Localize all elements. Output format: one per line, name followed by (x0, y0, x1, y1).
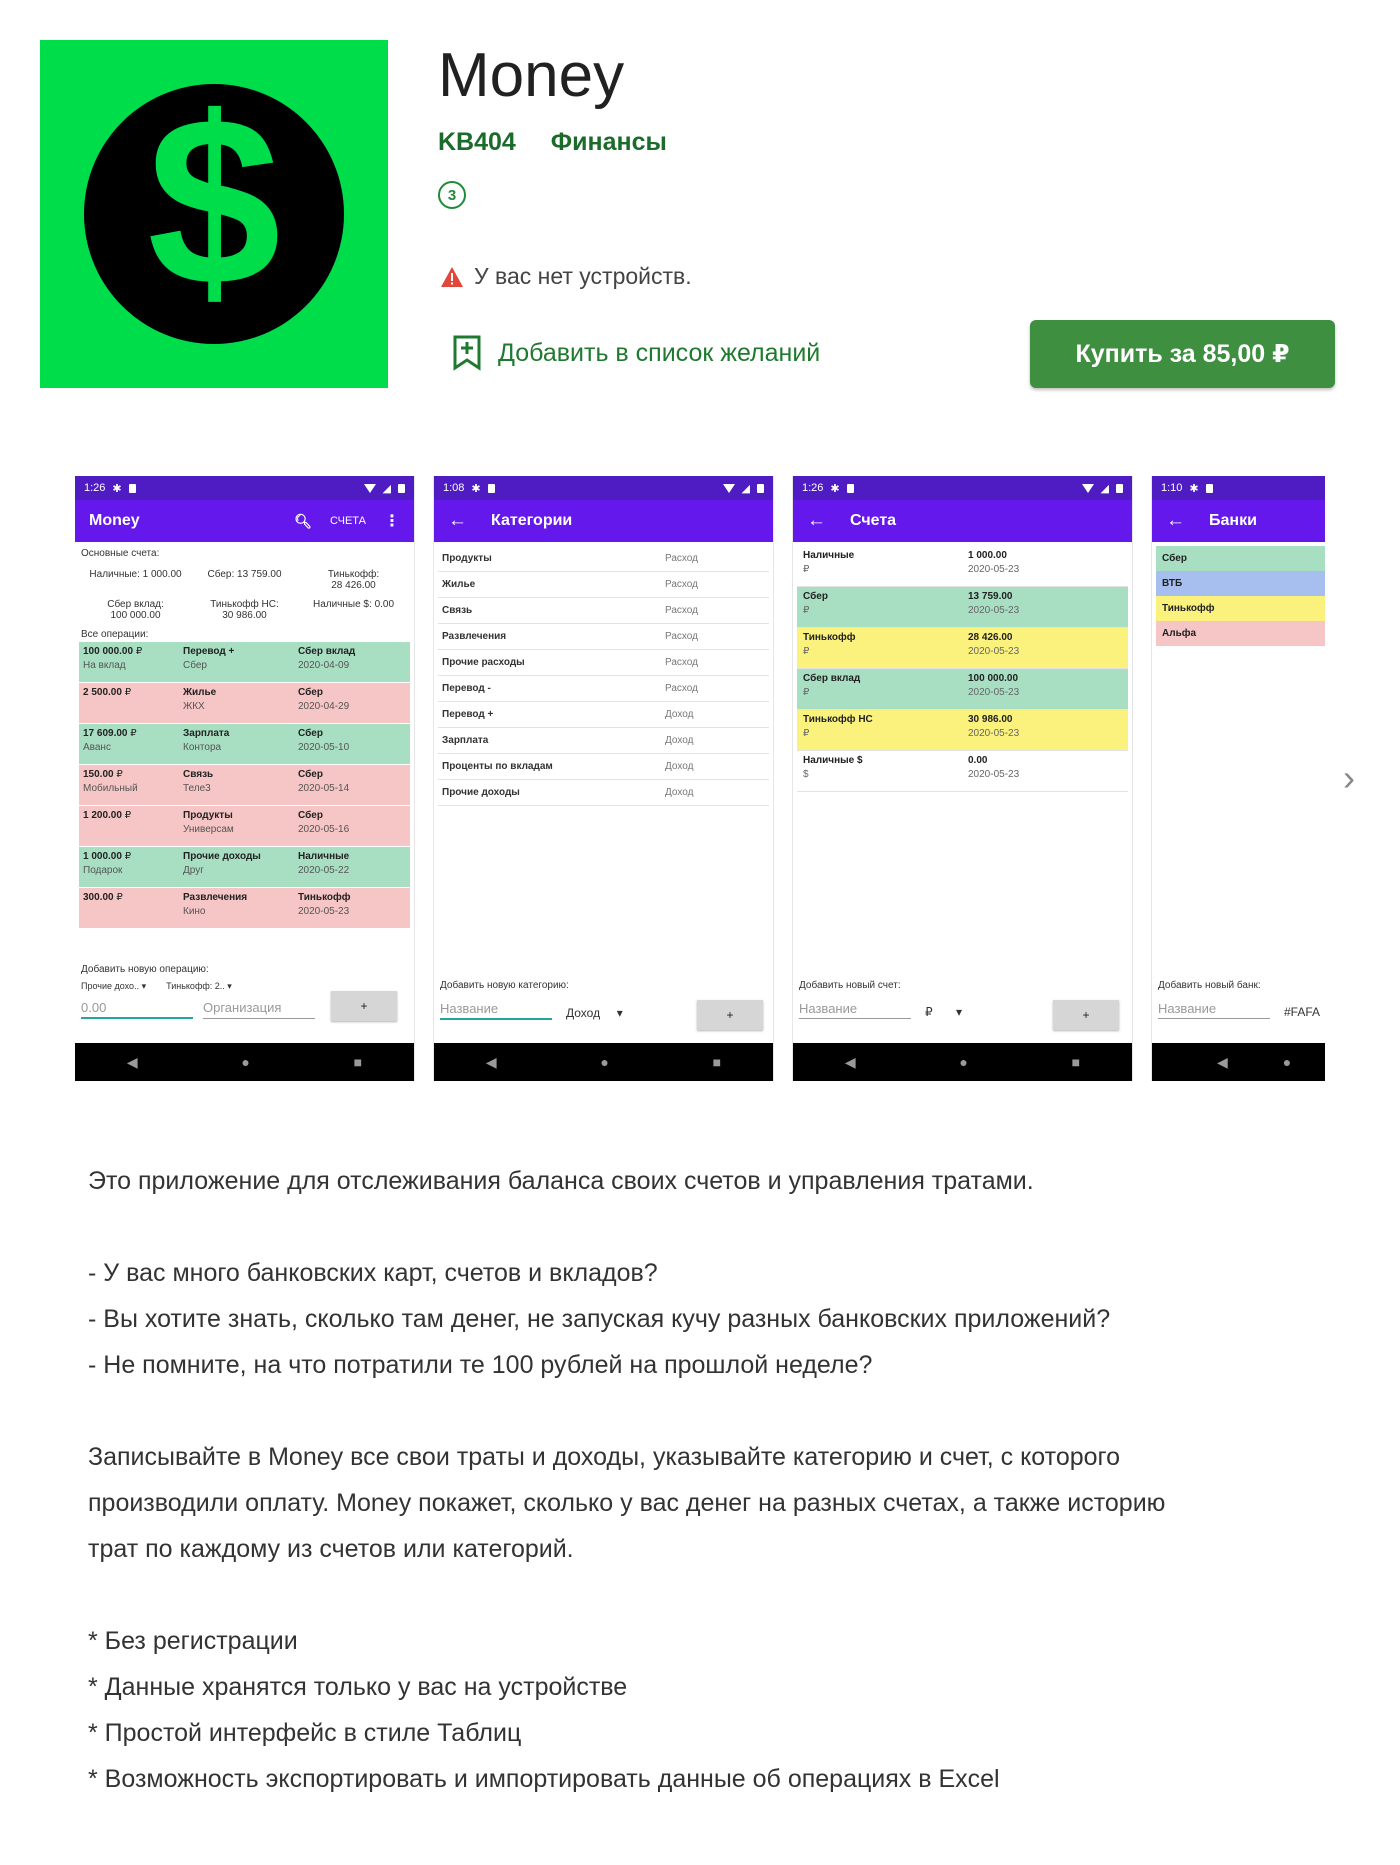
battery-icon (1116, 484, 1123, 493)
age-rating-badge: 3 (438, 181, 466, 209)
wifi-icon (1082, 484, 1094, 493)
sim-icon (847, 484, 854, 493)
account-row[interactable]: Сбер вклад ₽ 100 000.00 2020-05-23 (797, 669, 1128, 710)
dollar-icon (79, 79, 349, 349)
add-account-button[interactable]: + (1053, 1000, 1119, 1030)
buy-button[interactable]: Купить за 85,00 ₽ (1030, 320, 1335, 388)
operation-row[interactable]: 17 609.00 ₽ Аванс Зарплата Контора Сбер 2020-05-10 (79, 724, 410, 765)
battery-icon (757, 484, 764, 493)
account-row[interactable]: Тинькофф НС ₽ 30 986.00 2020-05-23 (797, 710, 1128, 751)
settings-icon: ✱ (471, 482, 481, 495)
warning-icon (440, 266, 464, 288)
sim-icon (129, 484, 136, 493)
description-line: - У вас много банковских карт, счетов и вкладов? (88, 1259, 658, 1287)
battery-icon (398, 484, 405, 493)
nav-bar (75, 1043, 414, 1081)
accounts-action[interactable]: СЧЕТА (330, 515, 366, 527)
feature-item: * Без регистрации (88, 1627, 298, 1655)
home-nav-icon[interactable]: ● (1282, 1054, 1292, 1070)
category-row[interactable]: Зарплата Доход (438, 728, 769, 754)
bookmark-add-icon (452, 335, 482, 371)
summary-item: Наличные: 1 000.00 (89, 569, 182, 580)
description-line: производили оплату. Money покажет, сколько у вас денег на разных счетах, а также историю (88, 1489, 1166, 1517)
settings-icon: ✱ (1189, 482, 1199, 495)
amount-input[interactable]: 0.00 (81, 1000, 193, 1019)
screenshot-banks[interactable] (1152, 476, 1325, 1081)
nav-bar (434, 1043, 773, 1081)
category-row[interactable]: Перевод - Расход (438, 676, 769, 702)
feature-item: * Данные хранятся только у вас на устройстве (88, 1673, 628, 1701)
accounts-list (793, 546, 1132, 792)
status-bar (75, 476, 414, 500)
recents-nav-icon[interactable]: ■ (712, 1054, 722, 1070)
description-line: трат по каждому из счетов или категорий. (88, 1535, 574, 1563)
svg-text:$: $ (147, 79, 281, 335)
ops-label: Все операции: (81, 629, 149, 640)
operation-row[interactable]: 300.00 ₽ Развлечения Кино Тинькофф 2020-05-23 (79, 888, 410, 929)
status-bar (1152, 476, 1325, 500)
add-account-label: Добавить новый счет: (799, 980, 901, 991)
account-select[interactable]: Тинькофф: 2.. ▾ (166, 981, 232, 991)
back-nav-icon[interactable]: ◀ (485, 1053, 497, 1070)
home-nav-icon[interactable]: ● (600, 1054, 609, 1070)
nav-bar (1152, 1043, 1325, 1081)
sim-icon (1206, 484, 1213, 493)
back-arrow-icon[interactable]: ← (1166, 510, 1185, 531)
recents-nav-icon[interactable]: ■ (1071, 1054, 1081, 1070)
category-row[interactable]: Жилье Расход (438, 572, 769, 598)
operations-list (75, 642, 414, 929)
add-category-label: Добавить новую категорию: (440, 980, 569, 991)
app-title: Money (438, 41, 625, 110)
add-bank-label: Добавить новый банк: (1158, 980, 1261, 991)
settings-icon: ✱ (112, 482, 122, 495)
category-name-input[interactable]: Название (440, 1001, 552, 1020)
currency-select[interactable]: ₽ ▾ (925, 1005, 963, 1019)
signal-icon: ◢ (382, 482, 391, 495)
account-row[interactable]: Наличные ₽ 1 000.00 2020-05-23 (797, 546, 1128, 587)
back-arrow-icon[interactable]: ← (807, 510, 826, 531)
category-row[interactable]: Связь Расход (438, 598, 769, 624)
description-intro: Это приложение для отслеживания баланса своих счетов и управления тратами. (88, 1167, 1034, 1195)
accounts-summary (75, 542, 414, 640)
status-time: 1:26 (802, 482, 824, 494)
account-row[interactable]: Сбер ₽ 13 759.00 2020-05-23 (797, 587, 1128, 628)
app-description (88, 1158, 1338, 1802)
more-icon[interactable]: ⋮ (384, 513, 400, 530)
feature-item: * Возможность экспортировать и импортировать данные об операциях в Excel (88, 1765, 1000, 1793)
toolbar-title: Money (89, 512, 140, 529)
signal-icon: ◢ (1100, 482, 1109, 495)
operation-row[interactable]: 150.00 ₽ Мобильный Связь Теле3 Сбер 2020-05-14 (79, 765, 410, 806)
banks-list (1152, 546, 1325, 646)
category-row[interactable]: Продукты Расход (438, 546, 769, 572)
operation-row[interactable]: 2 500.00 ₽ Жилье ЖКХ Сбер 2020-04-29 (79, 683, 410, 724)
account-name-input[interactable]: Название (799, 1001, 911, 1019)
category-row[interactable]: Прочие доходы Доход (438, 780, 769, 806)
category-row[interactable]: Перевод + Доход (438, 702, 769, 728)
add-operation-button[interactable]: + (331, 991, 397, 1021)
device-warning (440, 263, 692, 290)
operation-row[interactable]: 100 000.00 ₽ На вклад Перевод + Сбер Сбер вклад 2020-04-09 (79, 642, 410, 683)
toolbar-title: Банки (1209, 512, 1257, 529)
category-row[interactable]: Проценты по вкладам Доход (438, 754, 769, 780)
status-bar (793, 476, 1132, 500)
bank-row[interactable]: Сбер (1156, 546, 1325, 571)
add-bank-form (1152, 980, 1325, 1019)
app-icon (40, 40, 388, 388)
org-input[interactable]: Организация (203, 1000, 315, 1019)
wishlist-label: Добавить в список желаний (498, 338, 821, 367)
summary-label: Основные счета: (81, 548, 160, 559)
bank-row[interactable]: Альфа (1156, 621, 1325, 646)
screenshot-accounts[interactable] (793, 476, 1132, 1081)
toolbar-title: Счета (850, 512, 897, 529)
description-line: Записывайте в Money все свои траты и доходы, указывайте категорию и счет, с которого (88, 1443, 1121, 1471)
summary-item: Тинькофф НС: 30 986.00 (210, 599, 279, 621)
warning-text: У вас нет устройств. (474, 263, 692, 289)
developer-row (438, 128, 695, 157)
toolbar-title: Категории (491, 512, 573, 529)
home-nav-icon[interactable]: ● (959, 1054, 968, 1070)
status-time: 1:10 (1161, 482, 1183, 494)
screenshot-carousel[interactable] (75, 476, 1325, 1081)
status-bar (434, 476, 773, 500)
settings-icon: ✱ (830, 482, 840, 495)
back-arrow-icon[interactable]: ← (448, 510, 467, 531)
bank-color-input[interactable]: #FAFA (1284, 1005, 1321, 1019)
toolbar (793, 500, 1132, 542)
operation-row[interactable]: 1 200.00 ₽ Продукты Универсам Сбер 2020-05-16 (79, 806, 410, 847)
back-nav-icon[interactable]: ◀ (844, 1053, 856, 1070)
wishlist-button[interactable] (452, 335, 820, 371)
sim-icon (488, 484, 495, 493)
category-select[interactable]: Прочие дохо.. ▾ (81, 981, 147, 991)
description-line: - Вы хотите знать, сколько там денег, не запуская кучу разных банковских приложений? (88, 1305, 1111, 1333)
bank-row[interactable]: ВТБ (1156, 571, 1325, 596)
status-time: 1:08 (443, 482, 465, 494)
account-row[interactable]: Наличные $ $ 0.00 2020-05-23 (797, 751, 1128, 792)
toolbar (1152, 500, 1325, 542)
home-nav-icon[interactable]: ● (241, 1054, 250, 1070)
description-line: - Не помните, на что потратили те 100 рублей на прошлой неделе? (88, 1351, 873, 1379)
status-time: 1:26 (84, 482, 106, 494)
categories-list (434, 546, 773, 806)
wifi-icon (723, 484, 735, 493)
summary-item: Тинькофф: 28 426.00 (327, 569, 380, 591)
developer-link[interactable]: KB404 (438, 128, 516, 156)
nav-bar (793, 1043, 1132, 1081)
category-row[interactable]: Прочие расходы Расход (438, 650, 769, 676)
toolbar (75, 500, 414, 542)
operation-row[interactable]: 1 000.00 ₽ Подарок Прочие доходы Друг Наличные 2020-05-22 (79, 847, 410, 888)
search-icon[interactable]: 🔍︎ (294, 512, 313, 529)
add-category-button[interactable]: + (697, 1000, 763, 1030)
back-nav-icon[interactable]: ◀ (1217, 1053, 1228, 1070)
category-row[interactable]: Развлечения Расход (438, 624, 769, 650)
screenshot-categories[interactable] (434, 476, 773, 1081)
add-operation-label: Добавить новую операцию: (81, 964, 209, 975)
bank-row[interactable]: Тинькофф (1156, 596, 1325, 621)
wifi-icon (364, 484, 376, 493)
account-row[interactable]: Тинькофф ₽ 28 426.00 2020-05-23 (797, 628, 1128, 669)
feature-item: * Простой интерфейс в стиле Таблиц (88, 1719, 522, 1747)
category-type-select[interactable]: Доход ▾ (566, 1006, 623, 1020)
category-link[interactable]: Финансы (550, 128, 667, 156)
toolbar (434, 500, 773, 542)
back-nav-icon[interactable]: ◀ (126, 1053, 138, 1070)
summary-item: Сбер: 13 759.00 (207, 569, 282, 580)
signal-icon: ◢ (741, 482, 750, 495)
chevron-right-icon[interactable]: › (1343, 757, 1355, 798)
bank-name-input[interactable]: Название (1158, 1001, 1270, 1019)
summary-item: Наличные $: 0.00 (312, 599, 395, 610)
screenshot-main[interactable] (75, 476, 414, 1081)
summary-item: Сбер вклад: 100 000.00 (107, 599, 164, 621)
recents-nav-icon[interactable]: ■ (353, 1054, 363, 1070)
